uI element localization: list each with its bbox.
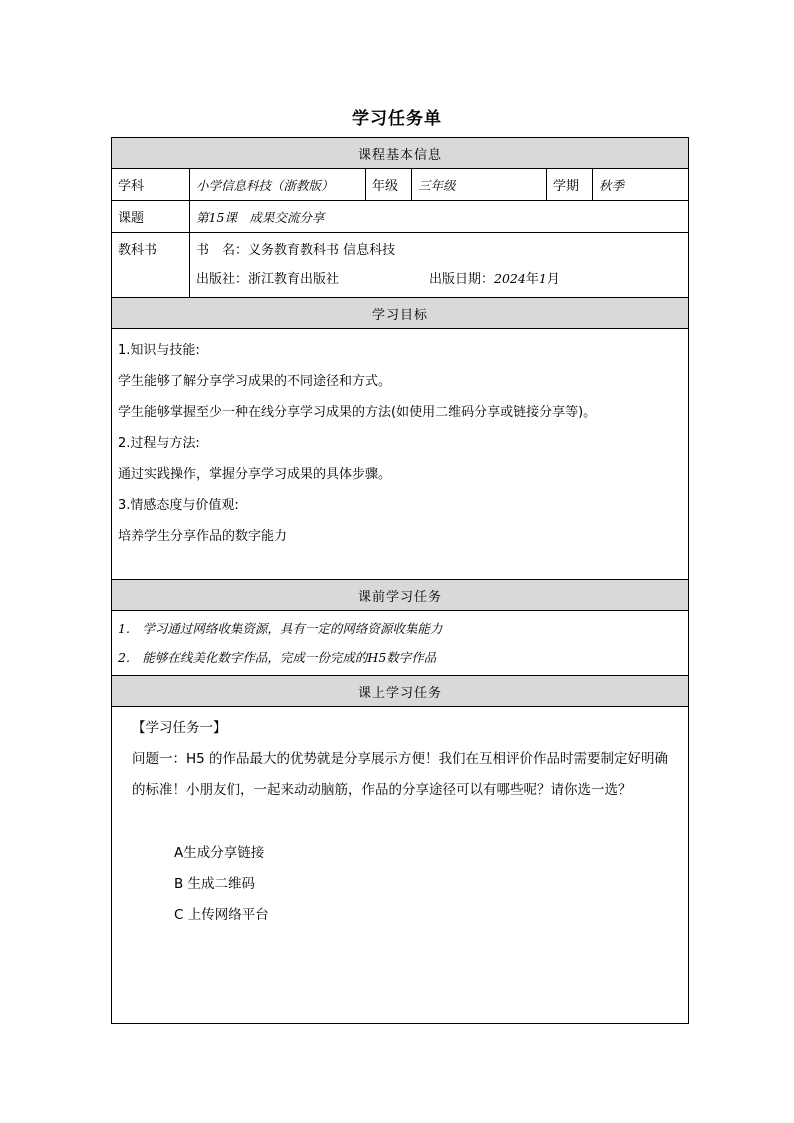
term-label: 学期 [547, 169, 593, 201]
goals-content [112, 329, 689, 580]
section-in-class [112, 676, 689, 707]
goal-line: 3.情感态度与价值观: [118, 498, 239, 513]
textbook-info [190, 233, 689, 298]
goal-line: 学生能够掌握至少一种在线分享学习成果的方法(如使用二维码分享或链接分享等)。 [118, 405, 597, 420]
pre-class-item: 1. 学习通过网络收集资源，具有一定的网络资源收集能力 [118, 621, 443, 636]
row-pre-class [112, 611, 689, 676]
row-textbook [112, 233, 689, 298]
pub-year-unit: 年 [525, 272, 539, 287]
section-pre-class [112, 580, 689, 611]
section-header-basic: 课程基本信息 [112, 138, 689, 169]
option-a: A生成分享链接 [174, 845, 265, 861]
page-title: 学习任务单 [352, 109, 442, 129]
row-goals [112, 329, 689, 580]
subject-label: 学科 [112, 169, 190, 201]
row-subject [112, 169, 689, 201]
in-class-content [112, 707, 689, 1024]
pre-class-content [112, 611, 689, 676]
row-lesson [112, 201, 689, 233]
publisher-line [196, 265, 682, 293]
lesson-label: 课题 [112, 201, 190, 233]
textbook-label: 教科书 [112, 233, 190, 298]
subject-value: 小学信息科技（浙教版） [190, 169, 366, 201]
pub-year: 2024 [494, 271, 526, 286]
lesson-value: 第15课 成果交流分享 [190, 201, 689, 233]
pub-month: 1 [538, 271, 547, 286]
grade-value: 三年级 [412, 169, 547, 201]
publisher: 出版社：浙江教育出版社 [196, 272, 340, 287]
task-title: 【学习任务一】 [132, 720, 227, 736]
grade-label: 年级 [366, 169, 412, 201]
section-header-goals: 学习目标 [112, 298, 689, 329]
option-c: C 上传网络平台 [174, 907, 269, 923]
question-line: 问题一：H5 的作品最大的优势就是分享展示方便！我们在互相评价作品时需要制定好明确 [132, 751, 669, 767]
goal-line: 培养学生分享作品的数字能力 [118, 529, 288, 544]
section-basic-info [112, 138, 689, 169]
row-in-class [112, 707, 689, 1024]
book-name: 书 名：义务教育教科书 信息科技 [196, 243, 396, 258]
option-b: B 生成二维码 [174, 876, 256, 892]
section-header-in-class: 课上学习任务 [112, 676, 689, 707]
section-header-pre-class: 课前学习任务 [112, 580, 689, 611]
task-sheet-table [111, 137, 689, 1024]
pre-class-item: 2. 能够在线美化数字作品，完成一份完成的H5数字作品 [118, 650, 437, 665]
goal-line: 2.过程与方法: [118, 436, 200, 451]
pub-month-unit: 月 [546, 272, 560, 287]
section-goals [112, 298, 689, 329]
goal-line: 通过实践操作，掌握分享学习成果的具体步骤。 [118, 467, 392, 482]
term-value: 秋季 [593, 169, 689, 201]
goal-line: 1.知识与技能: [118, 343, 200, 358]
pub-date-label: 出版日期： [429, 272, 495, 287]
goal-line: 学生能够了解分享学习成果的不同途径和方式。 [118, 374, 392, 389]
question-line: 的标准！小朋友们，一起来动动脑筋，作品的分享途径可以有哪些呢？请你选一选？ [132, 782, 632, 798]
